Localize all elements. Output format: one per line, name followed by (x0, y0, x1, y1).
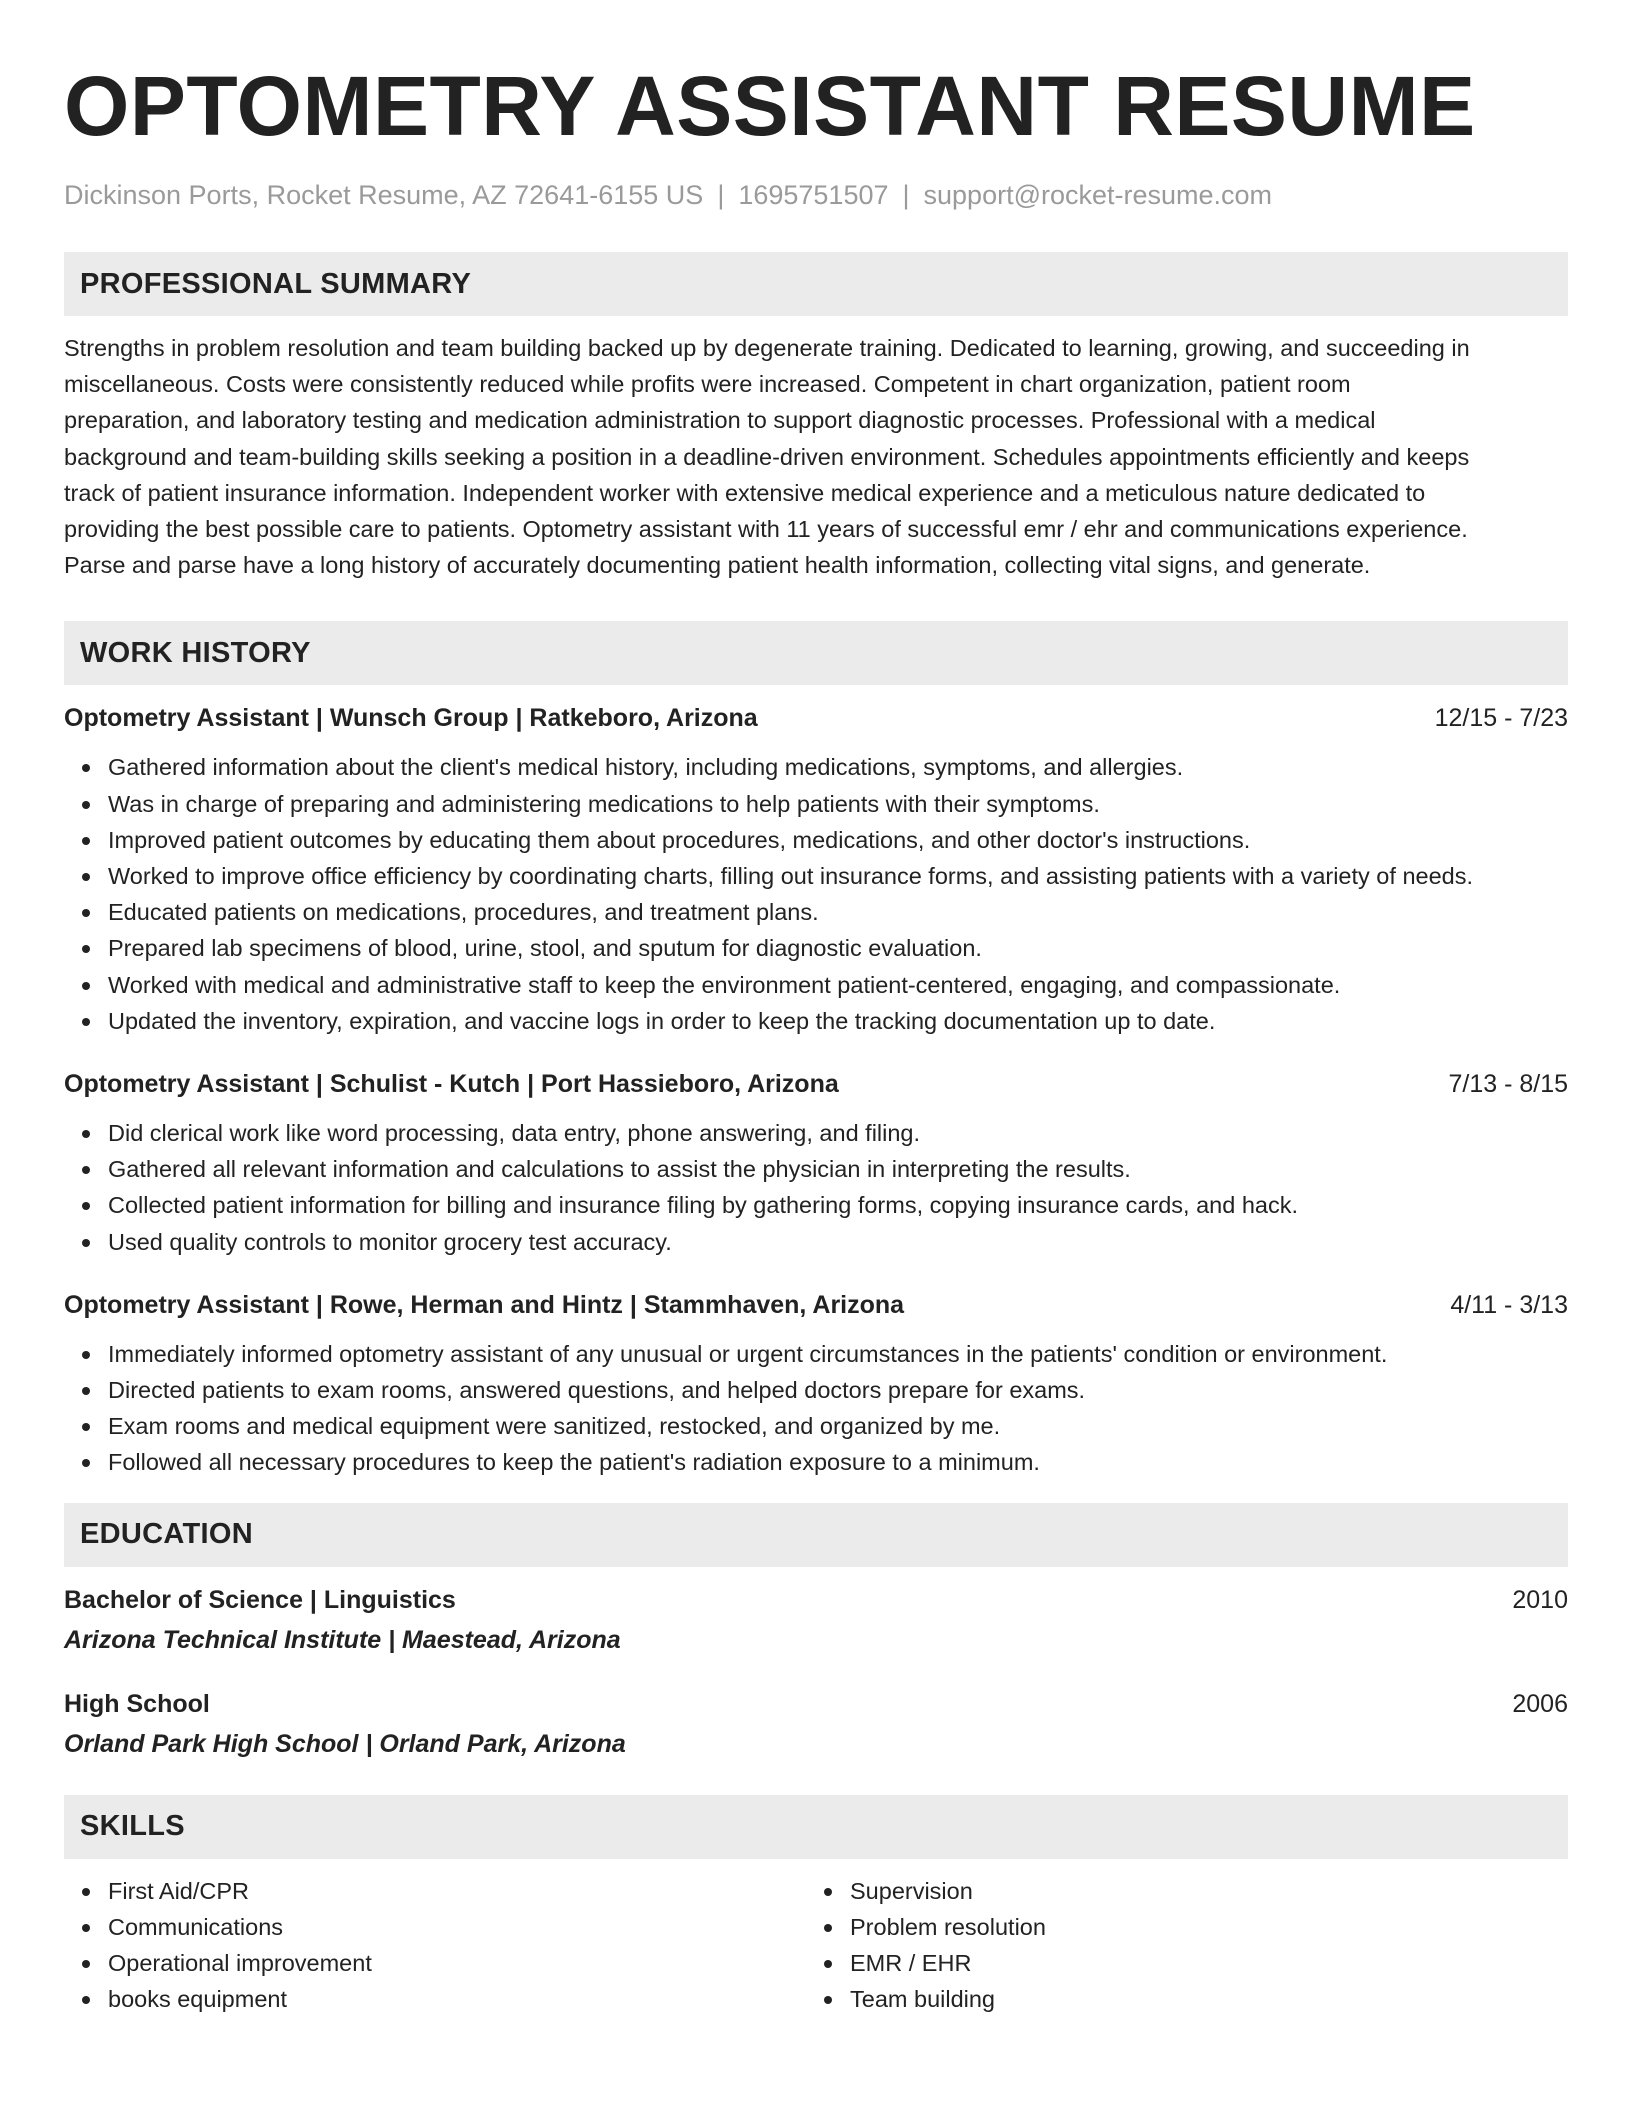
skills-column-left (64, 1873, 806, 2018)
skill-item: Supervision (850, 1873, 1548, 1909)
contact-email[interactable]: support@rocket-resume.com (923, 180, 1273, 210)
section-header-skills: SKILLS (64, 1795, 1568, 1859)
list-item: Prepared lab specimens of blood, urine, stool, and sputum for diagnostic evaluation. (108, 930, 1568, 966)
job-header (64, 701, 1568, 735)
list-item: Updated the inventory, expiration, and vaccine logs in order to keep the tracking documentation up to date. (108, 1003, 1568, 1039)
list-item: Followed all necessary procedures to keep the patient's radiation exposure to a minimum. (108, 1444, 1568, 1480)
education-degree: High School (64, 1689, 210, 1718)
skills-column-right (806, 1873, 1548, 2018)
summary-line: track of patient insurance information. Independent worker with extensive medical experience and a meticulous nature dedicated to (64, 479, 1426, 506)
skill-item: Problem resolution (850, 1909, 1548, 1945)
education-header (64, 1687, 1568, 1721)
contact-separator: | (717, 180, 725, 210)
skill-item: Operational improvement (108, 1945, 806, 1981)
skill-item: books equipment (108, 1981, 806, 2017)
skill-item: Communications (108, 1909, 806, 1945)
skill-item: EMR / EHR (850, 1945, 1548, 1981)
summary-text (64, 330, 1568, 583)
summary-line: background and team-building skills seeking a position in a deadline-driven environment. Schedules appointments efficiently and keeps (64, 443, 1470, 470)
job-title: Optometry Assistant | Rowe, Herman and Hintz | Stammhaven, Arizona (64, 1290, 905, 1319)
list-item: Educated patients on medications, procedures, and treatment plans. (108, 894, 1568, 930)
resume-page (64, 0, 1568, 2017)
section-header-work-history: WORK HISTORY (64, 621, 1568, 685)
list-item: Used quality controls to monitor grocery test accuracy. (108, 1224, 1568, 1260)
education-header (64, 1583, 1568, 1617)
education-year: 2006 (1512, 1689, 1568, 1718)
summary-line: providing the best possible care to patients. Optometry assistant with 11 years of successful emr / ehr and communications experience. (64, 516, 1468, 543)
summary-line: Parse and parse have a long history of accurately documenting patient health information, collecting vital signs, and generate. (64, 552, 1371, 579)
contact-line (64, 178, 1568, 212)
list-item: Collected patient information for billing and insurance filing by gathering forms, copying insurance cards, and hack. (108, 1187, 1568, 1223)
skill-item: First Aid/CPR (108, 1873, 806, 1909)
skills-grid (64, 1873, 1568, 2018)
list-item: Directed patients to exam rooms, answered questions, and helped doctors prepare for exams. (108, 1372, 1568, 1408)
summary-line: Strengths in problem resolution and team building backed up by degenerate training. Dedicated to learning, growing, and succeeding in (64, 335, 1470, 361)
section-header-education: EDUCATION (64, 1503, 1568, 1567)
job-entry (64, 1067, 1568, 1260)
job-header (64, 1067, 1568, 1101)
education-school: Orland Park High School | Orland Park, Arizona (64, 1729, 626, 1758)
section-header-summary: PROFESSIONAL SUMMARY (64, 252, 1568, 316)
job-entry (64, 1288, 1568, 1481)
skills-list (64, 1873, 806, 2018)
list-item: Worked to improve office efficiency by coordinating charts, filling out insurance forms, and assisting patients with a variety of needs. (108, 858, 1568, 894)
job-title: Optometry Assistant | Wunsch Group | Ratkeboro, Arizona (64, 704, 758, 733)
list-item: Did clerical work like word processing, data entry, phone answering, and filing. (108, 1115, 1568, 1151)
list-item: Improved patient outcomes by educating them about procedures, medications, and other doctor's instructions. (108, 822, 1568, 858)
summary-line: preparation, and laboratory testing and medication administration to support diagnostic processes. Professional with a medical (64, 407, 1376, 434)
education-entry (64, 1583, 1568, 1657)
contact-phone: 1695751507 (738, 180, 889, 210)
summary-line: miscellaneous. Costs were consistently reduced while profits were increased. Competent in chart organization, patient room (64, 371, 1351, 398)
skill-item: Team building (850, 1981, 1548, 2017)
job-duties (64, 1336, 1568, 1481)
job-dates: 4/11 - 3/13 (1450, 1290, 1568, 1319)
list-item: Immediately informed optometry assistant of any unusual or urgent circumstances in the patients' condition or environment. (108, 1336, 1568, 1372)
resume-title: OPTOMETRY ASSISTANT RESUME (64, 59, 1476, 153)
list-item: Gathered information about the client's medical history, including medications, symptoms, and allergies. (108, 749, 1568, 785)
education-entry (64, 1687, 1568, 1761)
job-dates: 7/13 - 8/15 (1448, 1070, 1568, 1099)
contact-separator: | (902, 180, 910, 210)
job-title: Optometry Assistant | Schulist - Kutch | Port Hassieboro, Arizona (64, 1070, 839, 1099)
job-dates: 12/15 - 7/23 (1434, 704, 1568, 733)
job-duties (64, 749, 1568, 1039)
job-header (64, 1288, 1568, 1322)
education-year: 2010 (1512, 1585, 1568, 1614)
contact-address: Dickinson Ports, Rocket Resume, AZ 72641-6155 US (64, 180, 704, 210)
education-degree: Bachelor of Science | Linguistics (64, 1585, 456, 1614)
job-entry (64, 701, 1568, 1039)
list-item: Was in charge of preparing and administering medications to help patients with their symptoms. (108, 786, 1568, 822)
list-item: Worked with medical and administrative staff to keep the environment patient-centered, engaging, and compassionate. (108, 967, 1568, 1003)
list-item: Exam rooms and medical equipment were sanitized, restocked, and organized by me. (108, 1408, 1568, 1444)
list-item: Gathered all relevant information and calculations to assist the physician in interpreting the results. (108, 1151, 1568, 1187)
job-duties (64, 1115, 1568, 1260)
skills-list (806, 1873, 1548, 2018)
education-school: Arizona Technical Institute | Maestead, Arizona (64, 1625, 621, 1654)
